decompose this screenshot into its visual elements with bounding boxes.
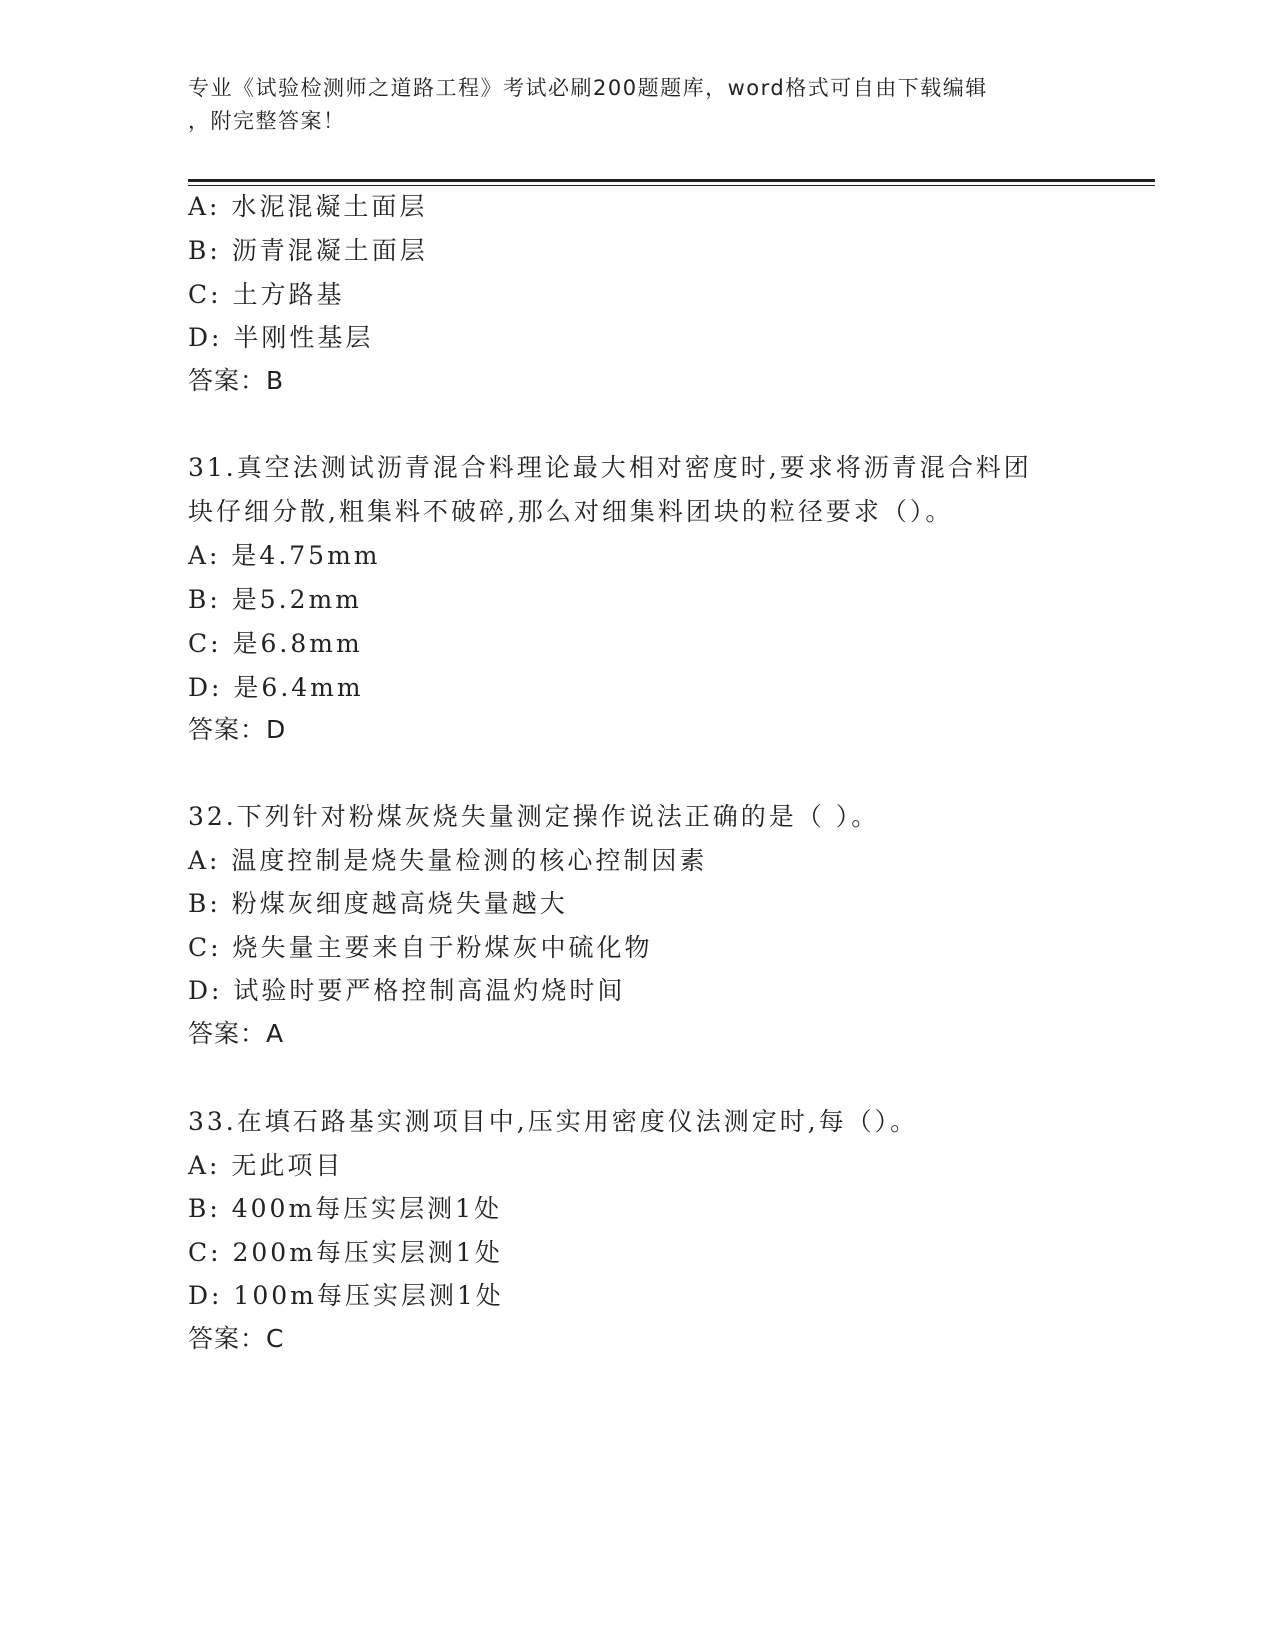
option-b: B: 是5.2mm: [188, 585, 362, 614]
option-d: D: 是6.4mm: [188, 673, 364, 702]
option-c: C: 是6.8mm: [188, 629, 363, 658]
question-stem: 33.在填石路基实测项目中,压实用密度仪法测定时,每（）。: [188, 1107, 919, 1136]
answer-line: 答案：A: [188, 1019, 285, 1048]
option-a: A: 温度控制是烧失量检测的核心控制因素: [188, 846, 708, 875]
document-header: [188, 72, 1088, 138]
question-stem: 31.真空法测试沥青混合料理论最大相对密度时,要求将沥青混合料团: [188, 453, 1032, 482]
option-d: D: 半刚性基层: [188, 323, 374, 352]
option-b: B: 400m每压实层测1处: [188, 1194, 503, 1223]
question-stem-continued: 块仔细分散,粗集料不破碎,那么对细集料团块的粒径要求（）。: [188, 497, 954, 526]
option-c: C: 200m每压实层测1处: [188, 1238, 503, 1267]
header-divider-thin: [188, 185, 1155, 186]
header-title-line2: ，附完整答案！: [188, 109, 346, 133]
option-b: B: 粉煤灰细度越高烧失量越大: [188, 889, 568, 918]
header-divider-thick: [188, 179, 1155, 182]
option-a: A: 水泥混凝土面层: [188, 192, 428, 221]
option-a: A: 无此项目: [188, 1151, 344, 1180]
answer-line: 答案：B: [188, 366, 285, 395]
option-d: D: 100m每压实层测1处: [188, 1281, 504, 1310]
option-c: C: 土方路基: [188, 280, 345, 309]
answer-line: 答案：C: [188, 1324, 285, 1353]
question-stem: 32.下列针对粉煤灰烧失量测定操作说法正确的是（ ）。: [188, 802, 880, 831]
option-c: C: 烧失量主要来自于粉煤灰中硫化物: [188, 933, 653, 962]
option-b: B: 沥青混凝土面层: [188, 236, 428, 265]
answer-line: 答案：D: [188, 715, 287, 744]
header-title-line1: 专业《试验检测师之道路工程》考试必刷200题题库，word格式可自由下载编辑: [188, 76, 988, 100]
option-d: D: 试验时要严格控制高温灼烧时间: [188, 976, 626, 1005]
option-a: A: 是4.75mm: [188, 541, 381, 570]
